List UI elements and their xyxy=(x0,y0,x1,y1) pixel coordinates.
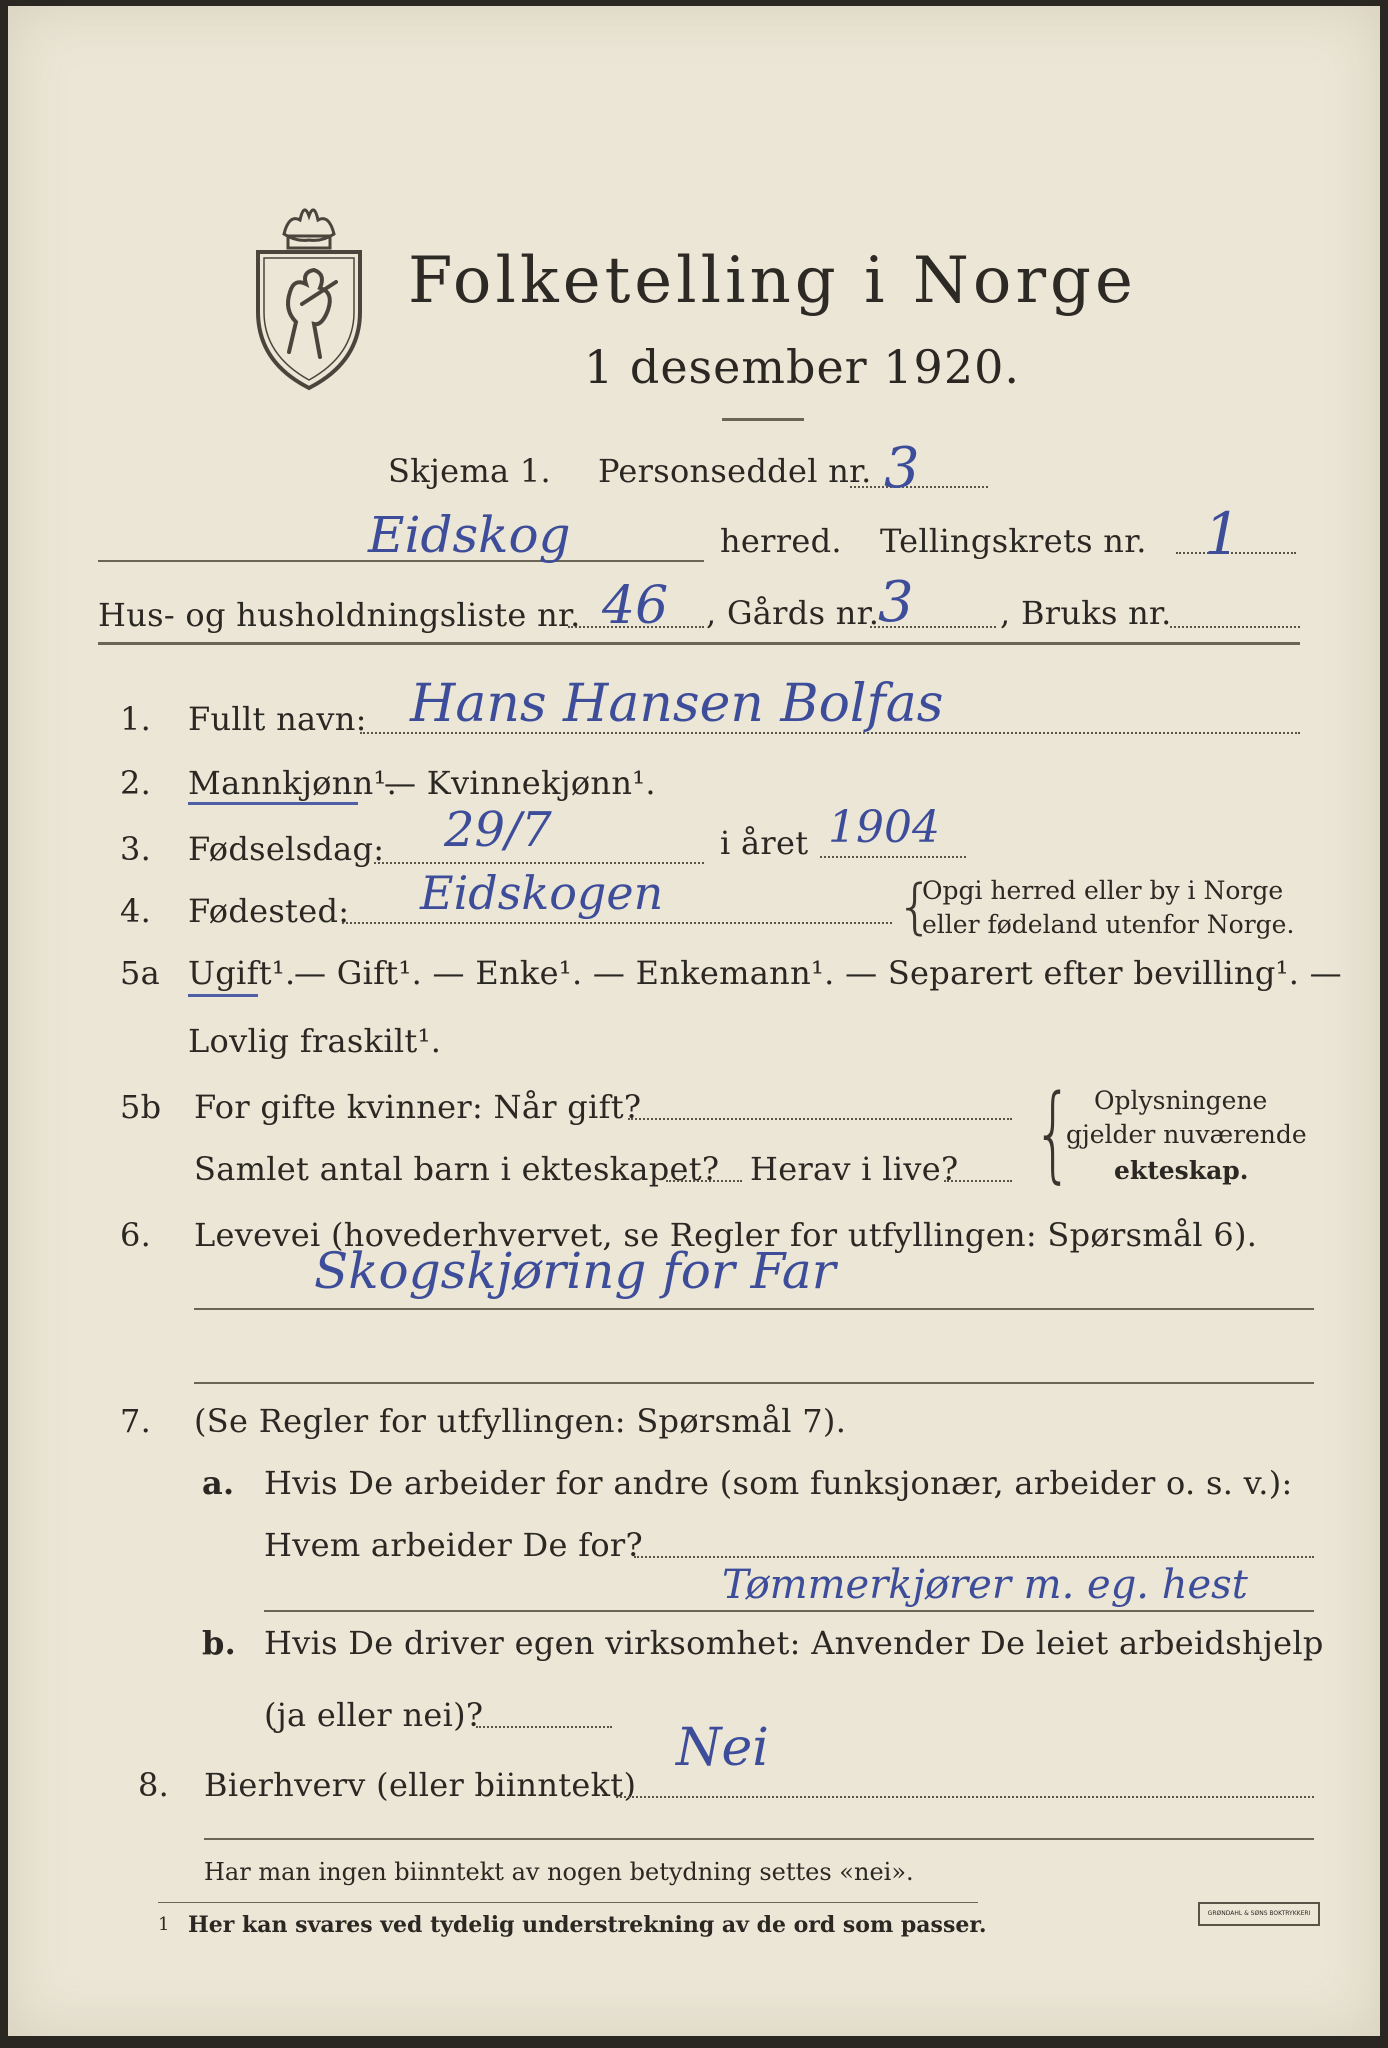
q6-line-1 xyxy=(194,1308,1314,1310)
tellingskrets-value[interactable]: 1 xyxy=(1204,500,1241,568)
printer-stamp xyxy=(1198,1902,1320,1926)
q1-number: 1. xyxy=(120,700,152,738)
q5b-herav-label: Herav i live? xyxy=(750,1150,959,1188)
q4-line xyxy=(342,922,892,924)
q2-number: 2. xyxy=(120,764,152,802)
husliste-value[interactable]: 46 xyxy=(602,576,669,636)
q5b-nar-gift-label: For gifte kvinner: Når gift? xyxy=(194,1088,642,1126)
q5b-herav-line xyxy=(944,1180,1012,1182)
q5a-other-options[interactable]: — Gift¹. — Enke¹. — Enkemann¹. — Separert efter bevilling¹. — xyxy=(294,954,1342,992)
q7b-line xyxy=(476,1726,612,1728)
q6-number: 6. xyxy=(120,1216,152,1254)
q2-mannkjonn-underline xyxy=(188,802,358,805)
q3-aret-label: i året xyxy=(720,824,809,862)
q5b-note-line1: Oplysningene xyxy=(1094,1086,1268,1115)
q5b-barn-line xyxy=(666,1180,742,1182)
q6-label: Levevei (hovederhvervet, se Regler for utfyllingen: Spørsmål 6). xyxy=(194,1216,1258,1254)
q7b-letter: b. xyxy=(202,1624,237,1662)
q8-line xyxy=(616,1796,1314,1798)
q7a-hvem-line xyxy=(634,1556,1314,1558)
q8-side-income-value[interactable]: Nei xyxy=(676,1718,769,1778)
q5b-brace: { xyxy=(1033,1072,1073,1194)
q5b-barn-label: Samlet antal barn i ekteskapet? xyxy=(194,1150,720,1188)
gards-value[interactable]: 3 xyxy=(878,570,914,635)
personseddel-label: Personseddel nr. xyxy=(598,452,872,490)
q5a-ugift[interactable]: Ugift¹. xyxy=(188,954,296,992)
header-divider xyxy=(98,642,1300,645)
gards-label: , Gårds nr. xyxy=(706,594,880,632)
q3-line xyxy=(374,862,704,864)
bruks-line xyxy=(1170,626,1300,628)
q4-note-line2: eller fødeland utenfor Norge. xyxy=(922,910,1295,939)
form-title: Folketelling i Norge xyxy=(408,244,1137,318)
q7a-line-2 xyxy=(264,1610,1314,1612)
q2-kvinnekjonn[interactable]: — Kvinnekjønn¹. xyxy=(384,764,656,802)
q3-aret-line xyxy=(820,856,966,858)
q5a-ugift-underline xyxy=(188,994,258,997)
herred-value[interactable]: Eidskog xyxy=(368,506,571,564)
q8-label: Bierhverv (eller biinntekt) xyxy=(204,1766,637,1804)
footer-note: Har man ingen biinntekt av nogen betydning settes «nei». xyxy=(204,1858,914,1886)
q5b-nar-gift-line xyxy=(628,1118,1012,1120)
q3-birthdate-value[interactable]: 29/7 xyxy=(444,802,552,858)
personseddel-value[interactable]: 3 xyxy=(884,436,920,501)
q1-full-name-value[interactable]: Hans Hansen Bolfas xyxy=(410,674,944,734)
q4-note-line1: Opgi herred eller by i Norge xyxy=(922,876,1284,905)
herred-label: herred. xyxy=(720,522,842,560)
q7a-hvem-label: Hvem arbeider De for? xyxy=(264,1526,643,1564)
q5b-note-line3: ekteskap. xyxy=(1114,1156,1249,1185)
q7-label: (Se Regler for utfyllingen: Spørsmål 7). xyxy=(194,1402,847,1440)
bruks-label: , Bruks nr. xyxy=(1000,594,1172,632)
husliste-label: Hus- og husholdningsliste nr. xyxy=(98,596,581,634)
q5b-number: 5b xyxy=(120,1088,162,1126)
q2-mannkjonn[interactable]: Mannkjønn¹. xyxy=(188,764,398,802)
q4-brace: { xyxy=(896,872,935,942)
census-form-page xyxy=(8,6,1380,2036)
q3-label: Fødselsdag: xyxy=(188,830,385,868)
tellingskrets-label: Tellingskrets nr. xyxy=(880,522,1147,560)
q4-label: Fødested: xyxy=(188,892,350,930)
q1-label: Fullt navn: xyxy=(188,700,367,738)
footer-divider xyxy=(158,1902,978,1903)
q4-number: 4. xyxy=(120,892,152,930)
footnote-text: Her kan svares ved tydelig understrekning av de ord som passer. xyxy=(188,1912,987,1938)
q6-line-2 xyxy=(194,1382,1314,1384)
q4-birthplace-value[interactable]: Eidskogen xyxy=(420,866,664,920)
q7a-employer-value[interactable]: Tømmerkjører m. eg. hest xyxy=(722,1562,1248,1608)
q5a-number: 5a xyxy=(120,954,161,992)
q5b-note-line2: gjelder nuværende xyxy=(1066,1120,1307,1149)
q7b-ja-nei-label: (ja eller nei)? xyxy=(264,1696,484,1734)
q8-line-2 xyxy=(204,1838,1314,1840)
q8-number: 8. xyxy=(138,1766,170,1804)
skjema-label: Skjema 1. xyxy=(388,452,551,490)
norway-coat-of-arms-icon xyxy=(244,192,374,392)
printer-stamp-text: GRØNDAHL & SØNS BOKTRYKKERI xyxy=(1207,1910,1311,1917)
form-date: 1 desember 1920. xyxy=(584,340,1020,394)
q3-birthyear-value[interactable]: 1904 xyxy=(828,802,940,853)
q7-number: 7. xyxy=(120,1402,152,1440)
footnote-number: 1 xyxy=(158,1914,170,1935)
q3-number: 3. xyxy=(120,830,152,868)
q6-occupation-value[interactable]: Skogskjøring for Far xyxy=(314,1242,836,1300)
title-divider xyxy=(722,418,804,421)
q7a-letter: a. xyxy=(202,1464,235,1502)
q5a-lovlig-fraskilt[interactable]: Lovlig fraskilt¹. xyxy=(188,1022,442,1060)
q7a-label: Hvis De arbeider for andre (som funksjonær, arbeider o. s. v.): xyxy=(264,1464,1293,1502)
q7b-label: Hvis De driver egen virksomhet: Anvender De leiet arbeidshjelp xyxy=(264,1624,1324,1662)
